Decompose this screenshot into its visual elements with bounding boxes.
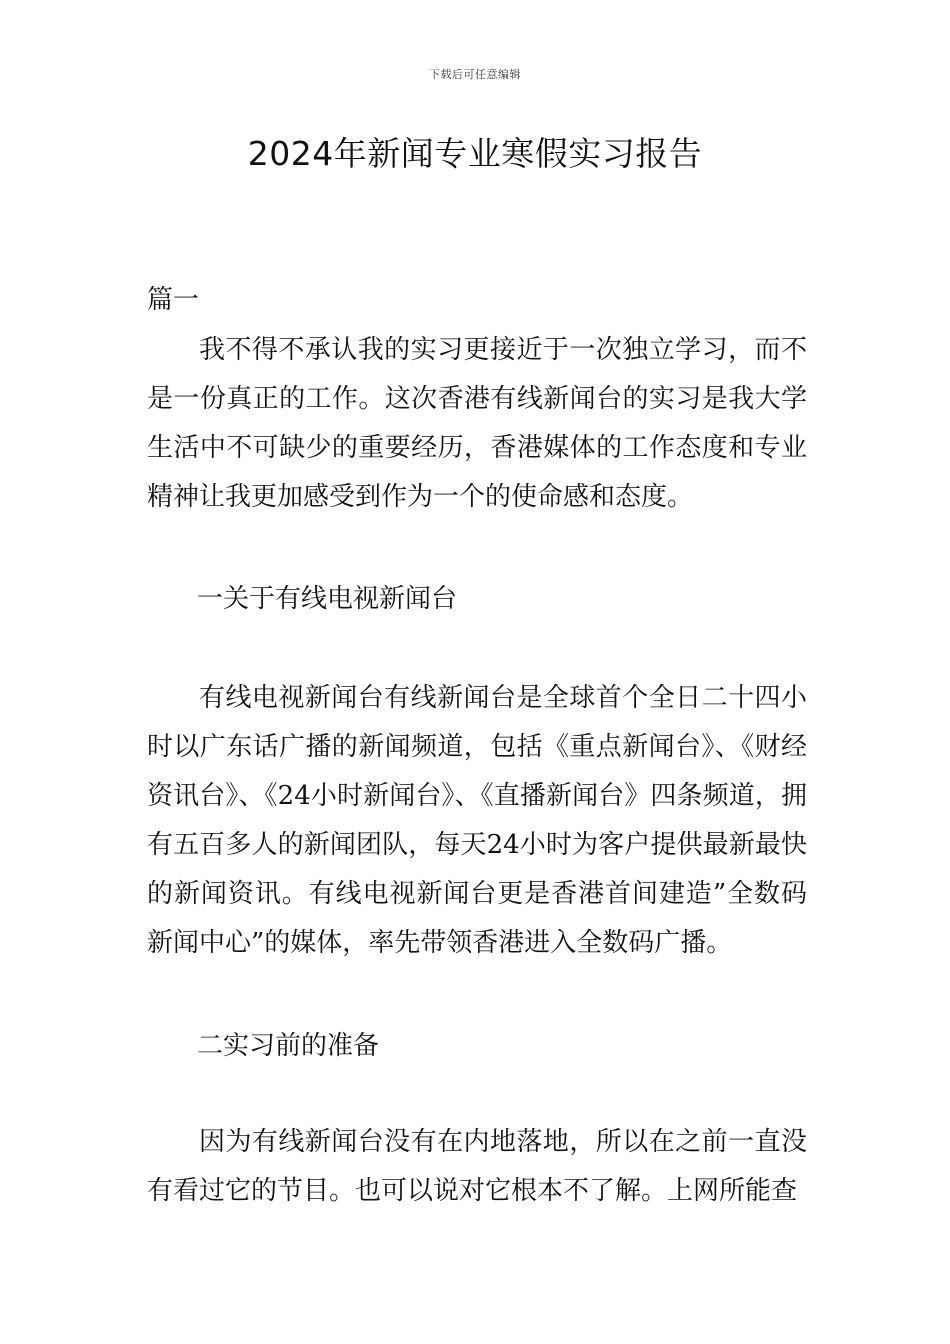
section-label: 篇一 [147,285,200,315]
paragraph-intro: 我不得不承认我的实习更接近于一次独立学习，而不是一份真正的工作。这次香港有线新闻台的实习是我大学生活中不可缺少的重要经历，香港媒体的工作态度和专业精神让我更加感受到作为一个的使命感和态度。 [147,335,807,512]
paragraph-preparation: 因为有线新闻台没有在内地落地，所以在之前一直没有看过它的节目。也可以说对它根本不了解。上网所能查 [147,1127,807,1206]
header-note: 下载后可任意编辑 [429,68,521,81]
section-heading-1: 一关于有线电视新闻台 [197,584,458,614]
document-title: 2024年新闻专业寒假实习报告 [247,134,703,173]
section-heading-2: 二实习前的准备 [197,1031,380,1061]
paragraph-about-station: 有线电视新闻台有线新闻台是全球首个全日二十四小时以广东话广播的新闻频道，包括《重点新闻台》、《财经资讯台》、《24小时新闻台》、《直播新闻台》四条频道，拥有五百多人的新闻团队，每天24小时为客户提供最新最快的新闻资讯。有线电视新闻台更是香港首间建造”全数码新闻中心”的媒体，率先带领香港进入全数码广播。 [147,683,807,958]
